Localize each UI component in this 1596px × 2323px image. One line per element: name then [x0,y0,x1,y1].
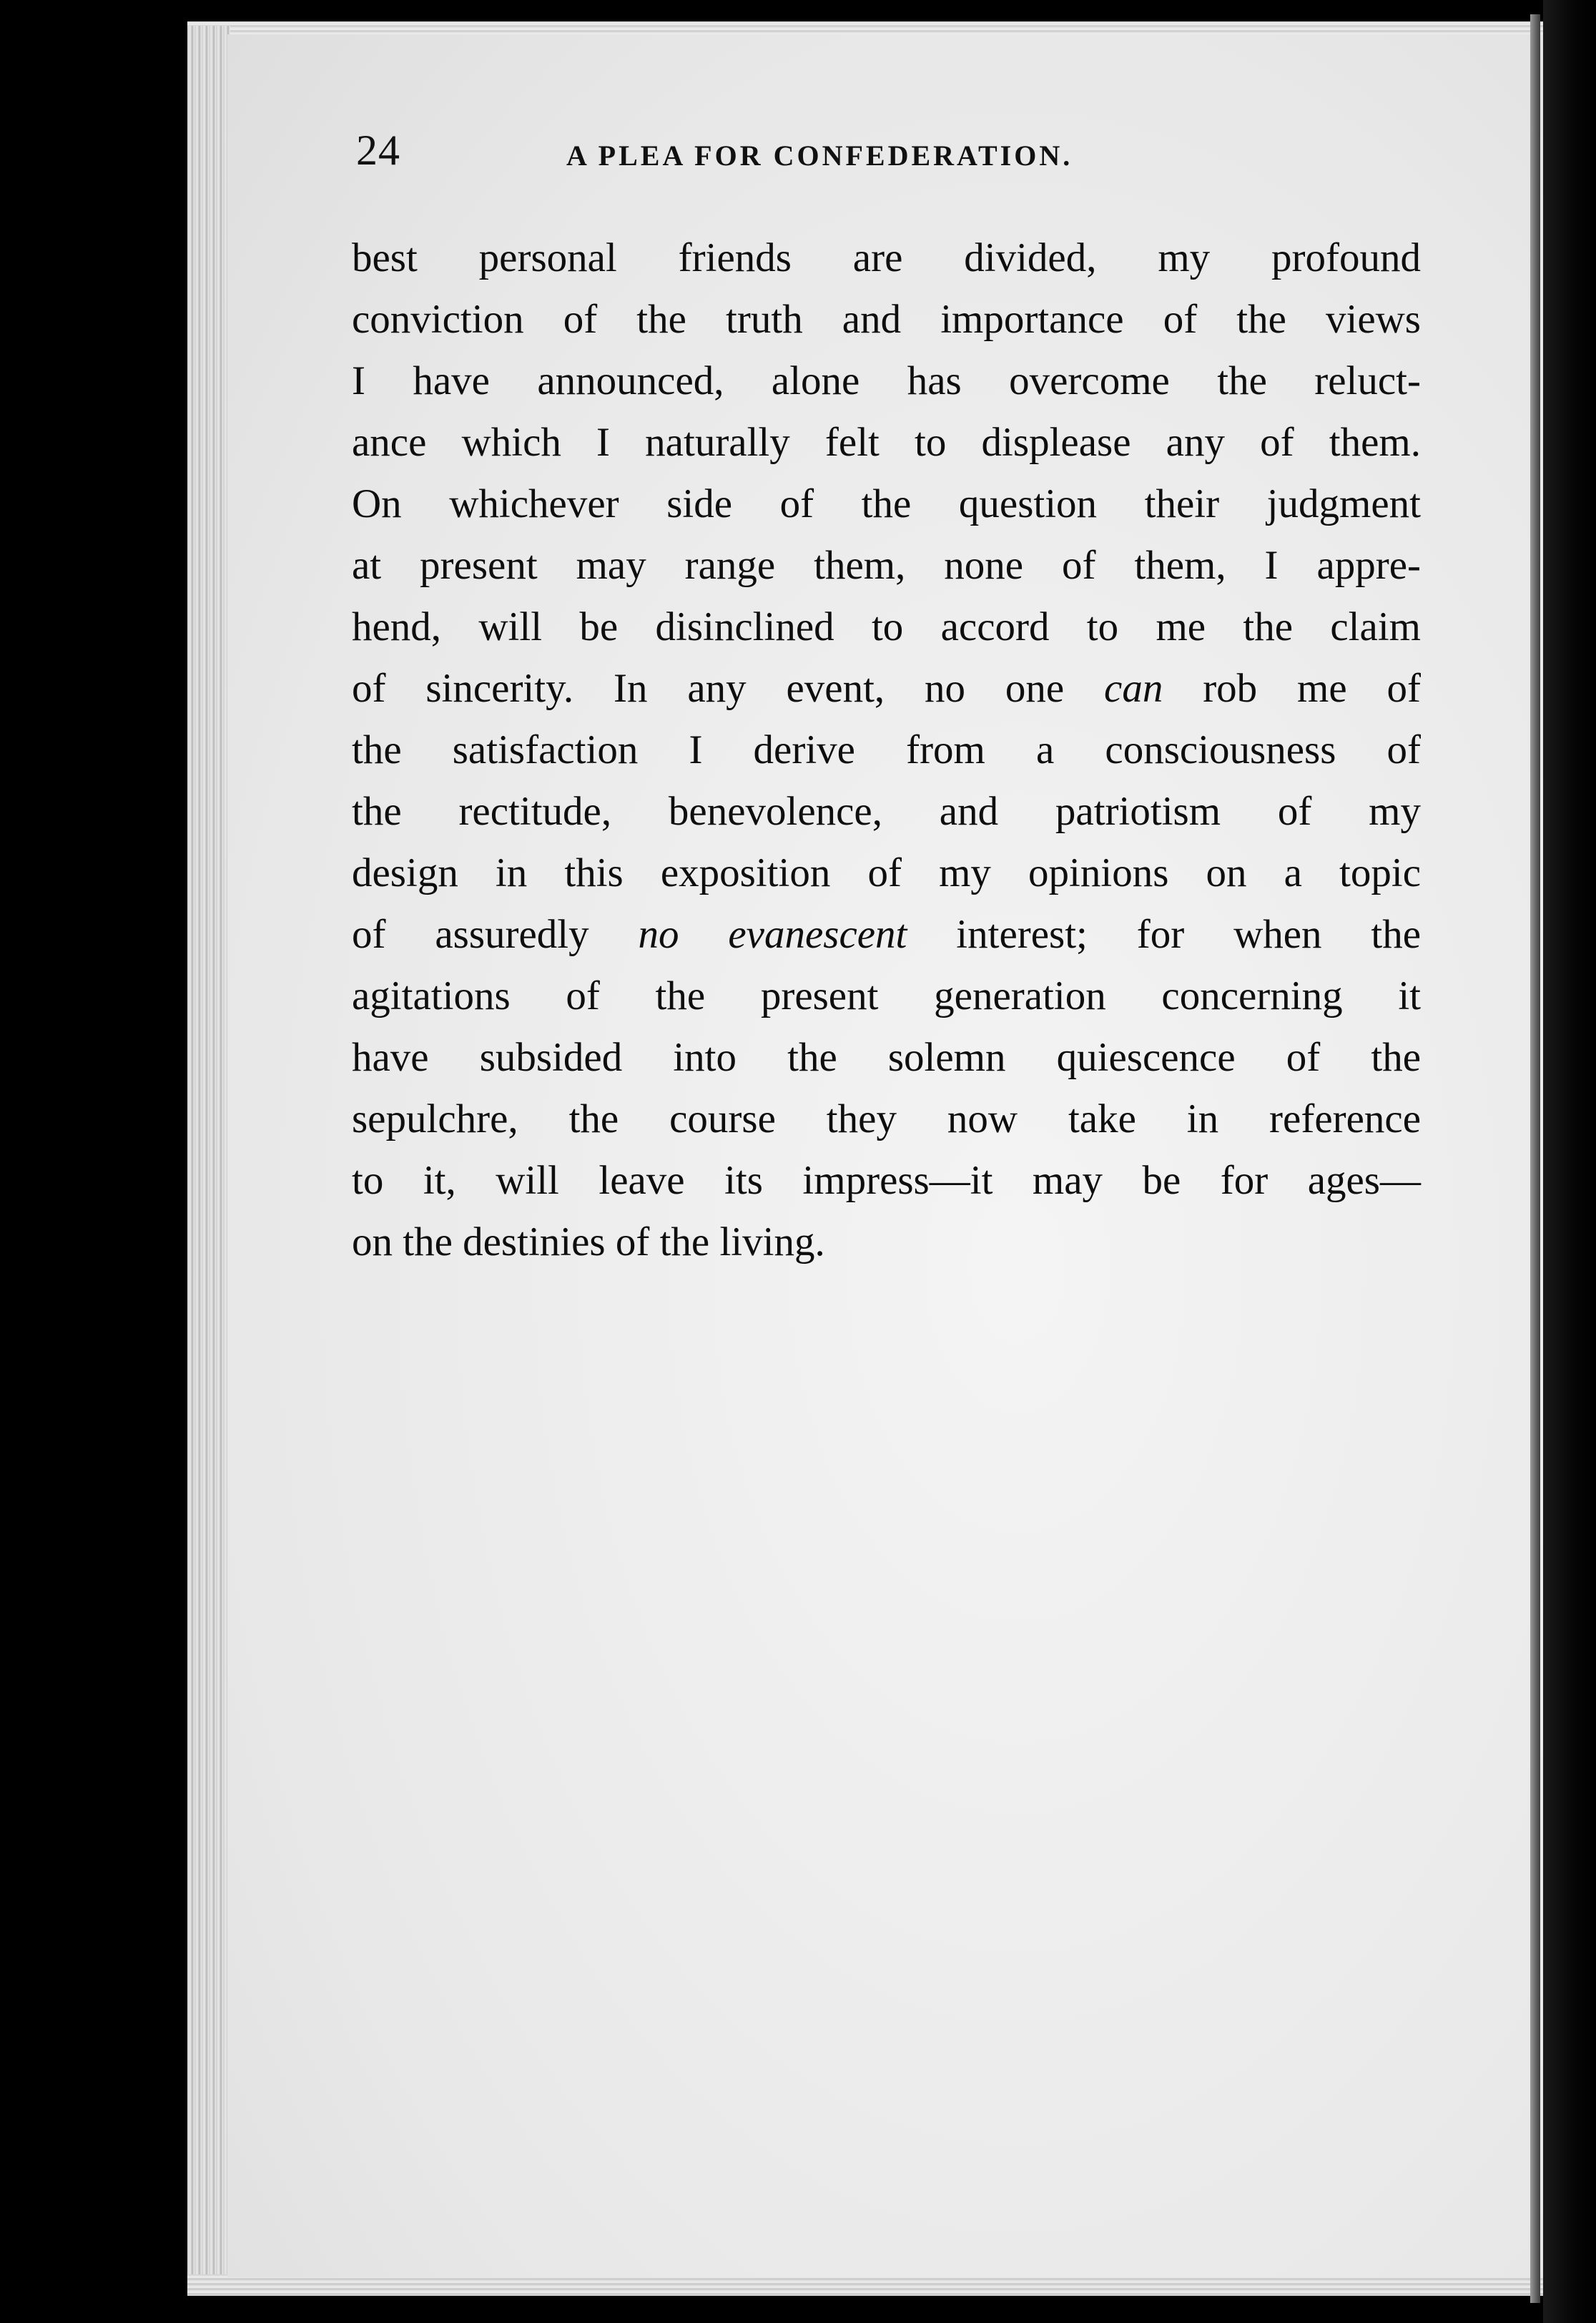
text-line: On whichever side of the question their judgment [352,481,1421,526]
text-segment: interest; for when the [907,912,1422,957]
page-number: 24 [356,127,400,174]
text-line: the rectitude, benevolence, and patriotism of my [352,789,1421,834]
text-segment: of assuredly [352,912,589,957]
text-line: the satisfaction I derive from a consciousness of [352,727,1421,772]
page-stack-left-edge [187,26,230,2294]
text-line: ance which I naturally felt to displease any of them. [352,420,1421,465]
text-line: sepulchre, the course they now take in reference [352,1096,1421,1141]
text-line [352,904,1421,966]
text-line: to it, will leave its impress—it may be for ages— [352,1158,1421,1203]
text-line: agitations of the present generation concerning it [352,973,1421,1018]
text-line: hend, will be disinclined to accord to me the claim [352,604,1421,649]
text-segment: rob me of [1163,666,1421,711]
text-line: conviction of the truth and importance of the views [352,297,1421,342]
text-line [352,658,1421,720]
text-line: at present may range them, none of them, I appre- [352,543,1421,588]
text-line: on the destinies of the living. [352,1219,825,1264]
running-title: A PLEA FOR CONFEDERATION. [566,139,1073,172]
text-line: I have announced, alone has overcome the reluct- [352,358,1421,403]
running-head [0,120,1596,185]
text-segment: of sincerity. In any event, no one [352,666,1065,711]
page-stack-bottom-edge [187,2274,1546,2296]
text-line: best personal friends are divided, my profound [352,235,1421,280]
text-line: design in this exposition of my opinions on a topic [352,850,1421,895]
italic-phrase: no evanescent [638,912,907,957]
binding-edge [1530,14,1540,2303]
text-line: have subsided into the solemn quiescence of the [352,1035,1421,1080]
italic-word: can [1104,666,1163,711]
book-spine [1543,0,1596,2323]
body-paragraph [352,227,1421,1273]
